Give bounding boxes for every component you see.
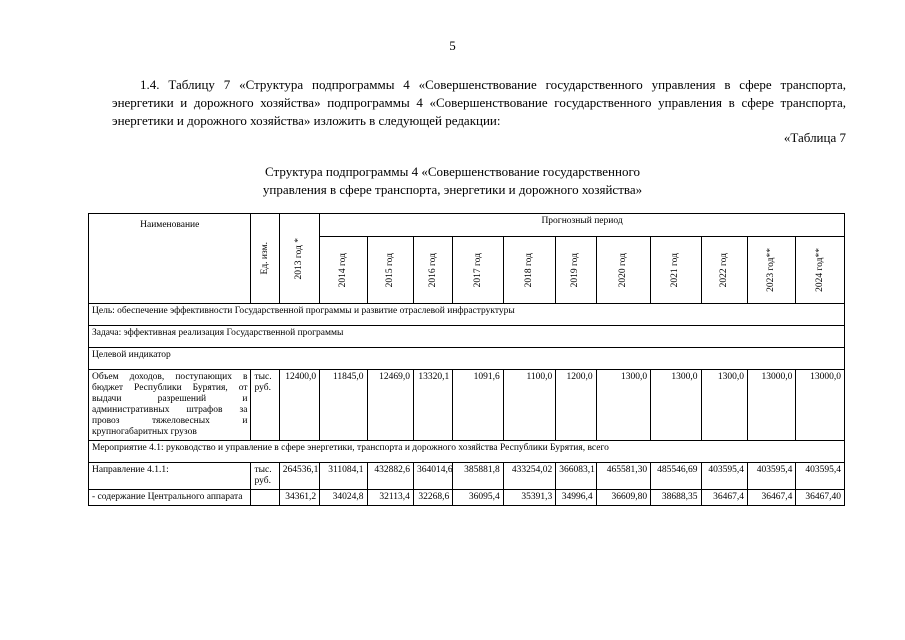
header-year: 2019 год: [556, 237, 596, 304]
task-row: [89, 326, 845, 348]
header-year: 2021 год: [651, 237, 701, 304]
header-year: 2016 год: [413, 237, 452, 304]
cell-value: 12400,0: [279, 370, 319, 441]
cell-value: 1091,6: [453, 370, 503, 441]
cell-value: 1300,0: [701, 370, 747, 441]
cell-value: 36095,4: [453, 490, 503, 506]
header-year: 2014 год: [320, 237, 367, 304]
cell-value: 403595,4: [796, 463, 845, 490]
table-caption-tag: «Таблица 7: [783, 130, 846, 145]
table-row-apparatus: [89, 490, 845, 506]
header-forecast-period: Прогнозный период: [320, 214, 845, 237]
cell-value: 13000,0: [747, 370, 795, 441]
cell-value: 1100,0: [503, 370, 555, 441]
row-unit: тыс. руб.: [251, 463, 279, 490]
table-title: [0, 163, 905, 199]
header-year: 2020 год: [596, 237, 651, 304]
header-year: 2017 год: [453, 237, 503, 304]
row-unit: [251, 490, 279, 506]
cell-value: 13320,1: [413, 370, 452, 441]
page-number: 5: [449, 38, 456, 53]
cell-value: 465581,30: [596, 463, 651, 490]
table-header-row: [89, 214, 845, 237]
indicator-text: Целевой индикатор: [89, 348, 845, 370]
header-name: Наименование: [89, 214, 251, 304]
cell-value: 264536,1: [279, 463, 319, 490]
cell-value: 34996,4: [556, 490, 596, 506]
row-name: Направление 4.1.1:: [89, 463, 251, 490]
cell-value: 11845,0: [320, 370, 367, 441]
row-name: Объем доходов, поступающих в бюджет Республики Бурятия, от выдачи разрешений и административных штрафов за провоз тяжеловесных и крупногабаритных грузов: [89, 370, 251, 441]
cell-value: 36467,4: [701, 490, 747, 506]
cell-value: 403595,4: [747, 463, 795, 490]
table-title-line2: управления в сфере транспорта, энергетики и дорожного хозяйства»: [262, 182, 643, 197]
cell-value: 12469,0: [367, 370, 413, 441]
cell-value: 485546,69: [651, 463, 701, 490]
goal-row: [89, 304, 845, 326]
table-title-line1: Структура подпрограммы 4 «Совершенствование государственного: [265, 164, 640, 179]
cell-value: 32113,4: [367, 490, 413, 506]
row-name: - содержание Центрального аппарата: [89, 490, 251, 506]
cell-value: 1200,0: [556, 370, 596, 441]
row-unit: тыс. руб.: [251, 370, 279, 441]
cell-value: 36467,4: [747, 490, 795, 506]
measure-text: Мероприятие 4.1: руководство и управление в сфере энергетики, транспорта и дорожного хозяйства Республики Бурятия, всего: [89, 441, 845, 463]
cell-value: 433254,02: [503, 463, 555, 490]
cell-value: 311084,1: [320, 463, 367, 490]
header-year: 2018 год: [503, 237, 555, 304]
cell-value: 38688,35: [651, 490, 701, 506]
task-text: Задача: эффективная реализация Государственной программы: [89, 326, 845, 348]
intro-paragraph: 1.4. Таблицу 7 «Структура подпрограммы 4 «Совершенствование государственного управления в сфере транспорта, энергетики и дорожного хозяйства» подпрограммы 4 «Совершенствование государственного управления в сфере транспорта, энергетики и дорожного хозяйства» изложить в следующей редакции:: [112, 77, 846, 128]
cell-value: 385881,8: [453, 463, 503, 490]
measure-row: [89, 441, 845, 463]
indicator-row: [89, 348, 845, 370]
cell-value: 403595,4: [701, 463, 747, 490]
cell-value: 432882,6: [367, 463, 413, 490]
cell-value: 366083,1: [556, 463, 596, 490]
cell-value: 35391,3: [503, 490, 555, 506]
cell-value: 32268,6: [413, 490, 452, 506]
cell-value: 36609,80: [596, 490, 651, 506]
cell-value: 13000,0: [796, 370, 845, 441]
header-year: 2024 год**: [796, 237, 845, 304]
goal-text: Цель: обеспечение эффективности Государственной программы и развитие отраслевой инфраструктуры: [89, 304, 845, 326]
table-row-direction: [89, 463, 845, 490]
header-unit: Ед. изм.: [251, 214, 279, 304]
cell-value: 1300,0: [651, 370, 701, 441]
header-year: 2015 год: [367, 237, 413, 304]
structure-table: [88, 213, 845, 506]
table-row-income: [89, 370, 845, 441]
cell-value: 34024,8: [320, 490, 367, 506]
header-2013: 2013 год *: [279, 214, 319, 304]
cell-value: 36467,40: [796, 490, 845, 506]
cell-value: 364014,6: [413, 463, 452, 490]
header-year: 2022 год: [701, 237, 747, 304]
cell-value: 34361,2: [279, 490, 319, 506]
cell-value: 1300,0: [596, 370, 651, 441]
header-year: 2023 год**: [747, 237, 795, 304]
